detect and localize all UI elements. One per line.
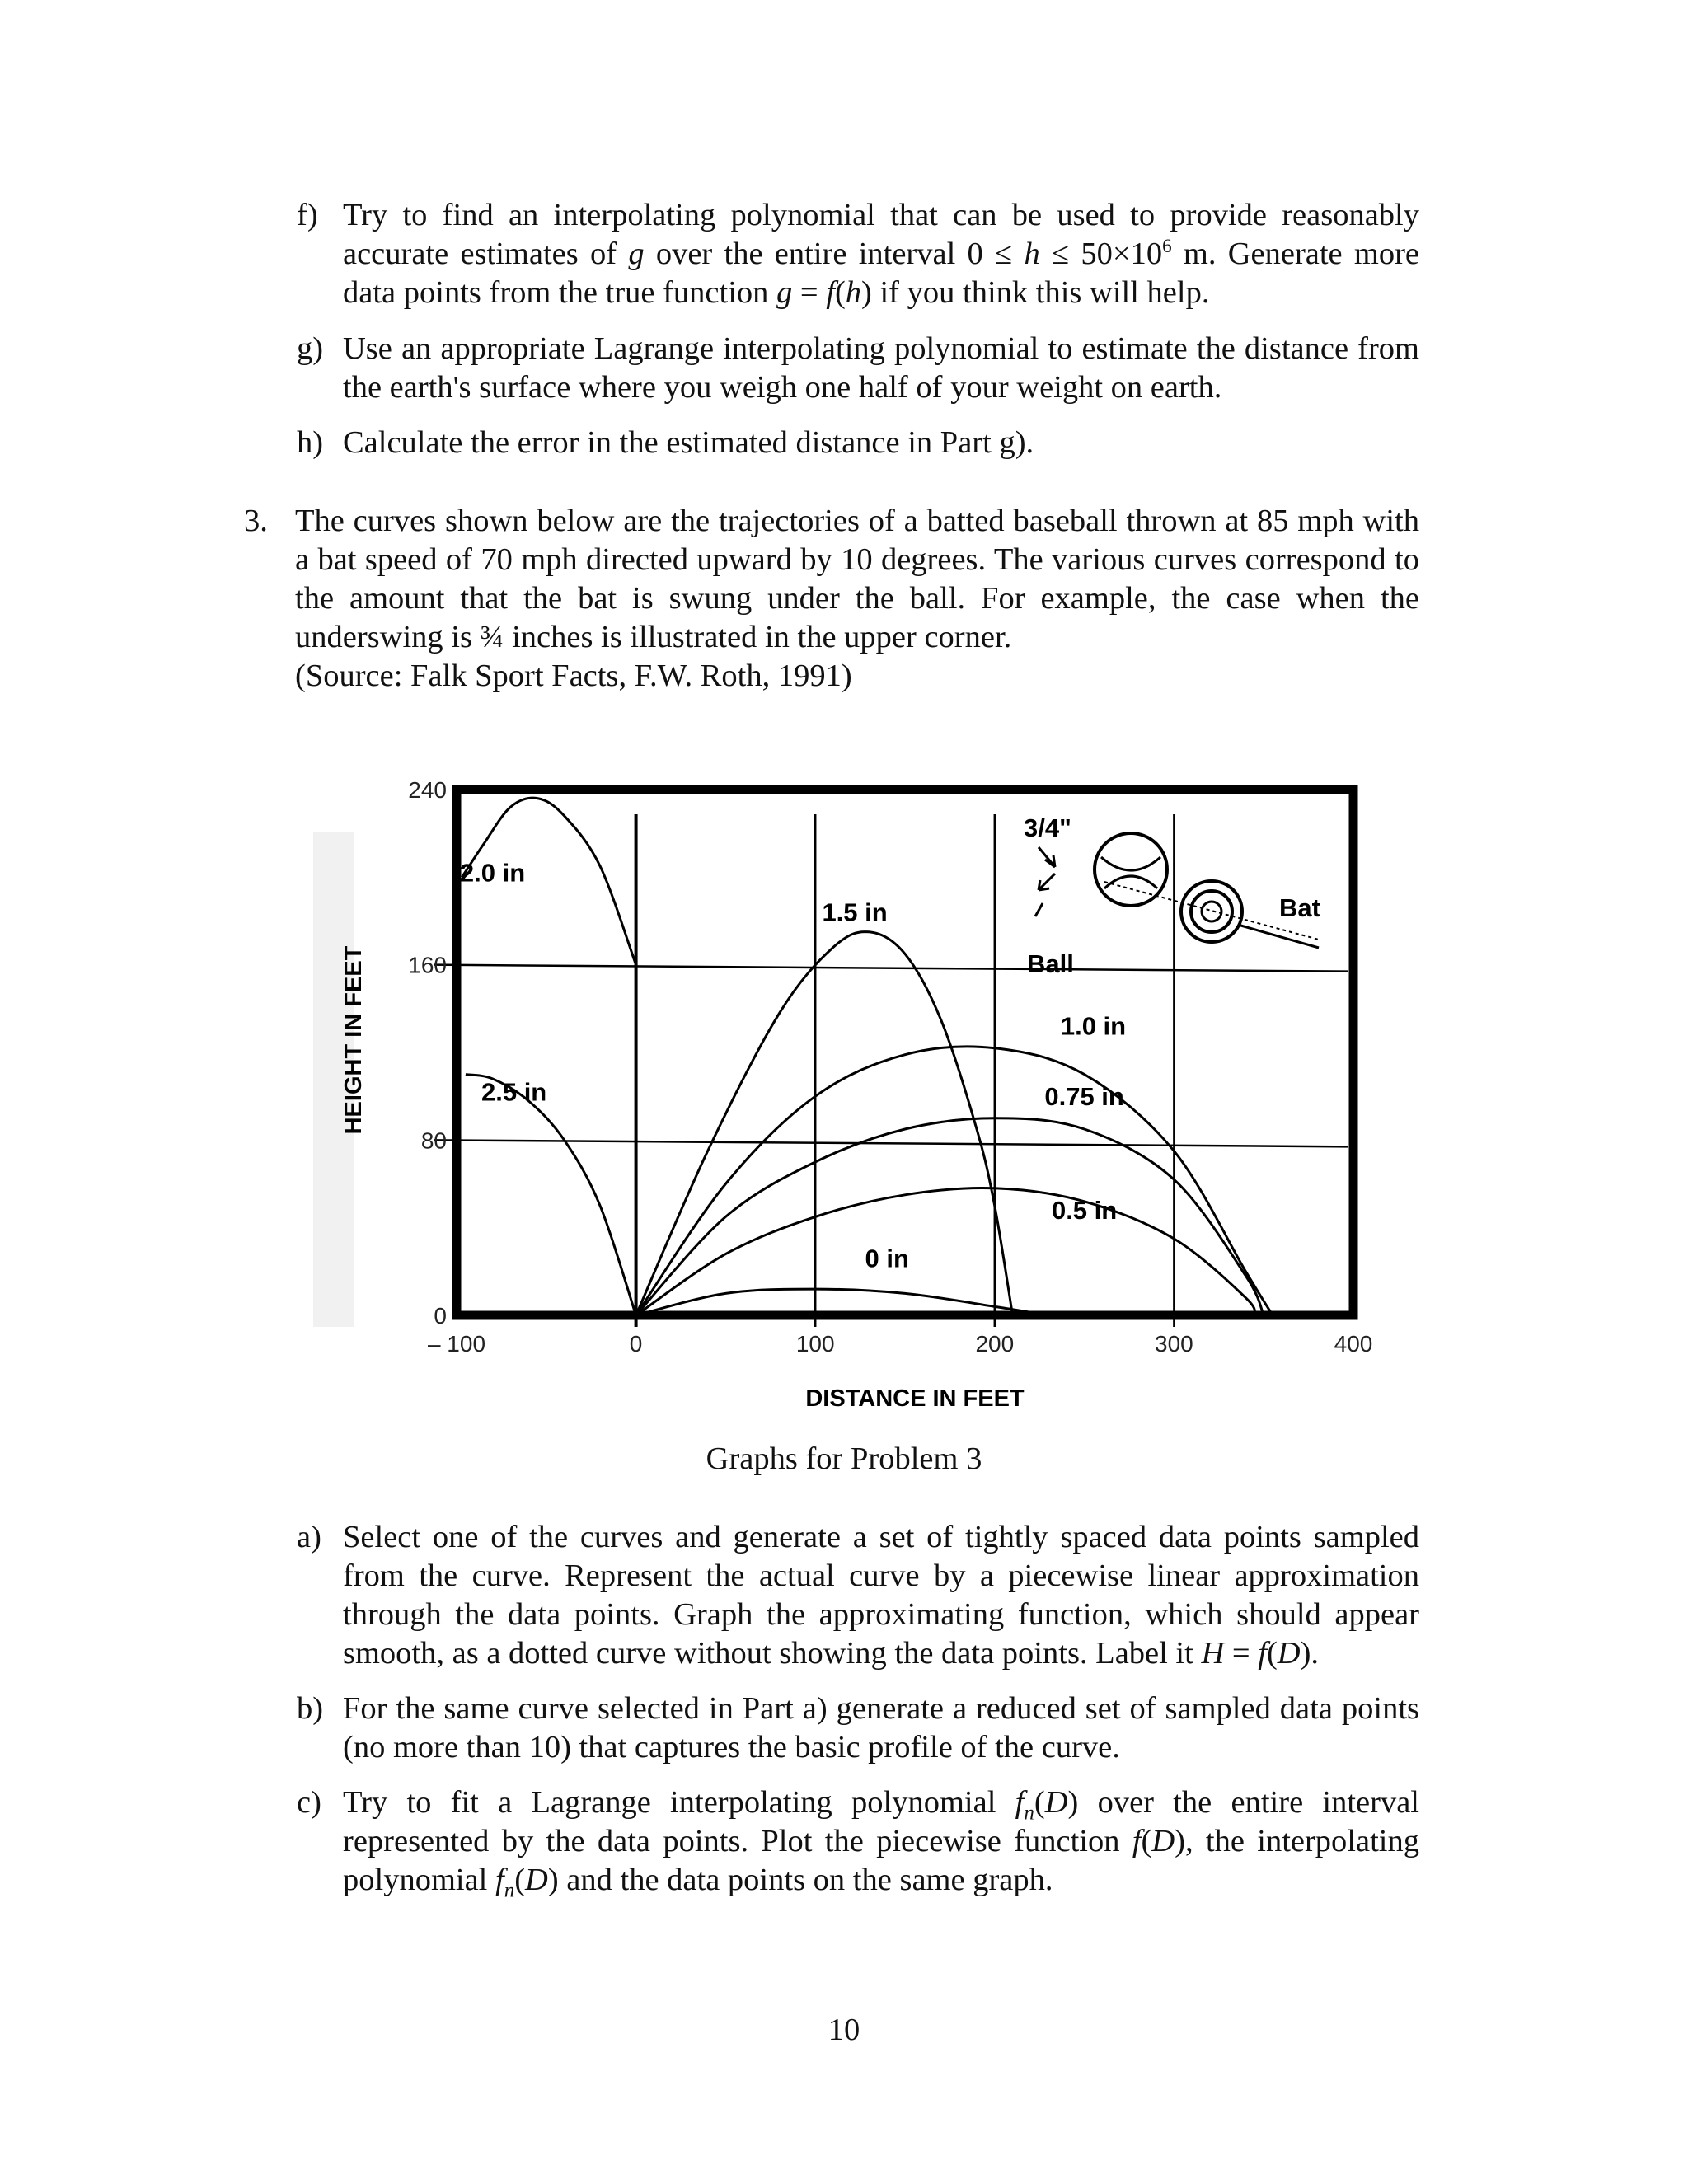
- x-tick-label: 400: [1334, 1331, 1373, 1357]
- y-tick-label: 160: [408, 952, 447, 978]
- item-label: c): [297, 1785, 321, 1820]
- problem2-item-f: [297, 196, 1419, 312]
- problem-source: (Source: Falk Sport Facts, F.W. Roth, 1991): [295, 658, 852, 693]
- x-tick-label: 200: [975, 1331, 1015, 1357]
- curve-1-5-in: [636, 932, 1013, 1315]
- problem-text: The curves shown below are the trajectories of a batted baseball thrown at 85 mph with a bat speed of 70 mph directed upward by 10 degrees. The various curves correspond to the amount that the bat is swung under the ball. For example, the case when the underswing is ¾ inches is illustrated in the upper corner.: [295, 504, 1419, 654]
- curve-label-0-in: 0 in: [865, 1244, 909, 1273]
- y-axis-label: HEIGHT IN FEET: [340, 945, 367, 1135]
- underswing-inset: [1024, 813, 1320, 978]
- item-label: a): [297, 1520, 321, 1554]
- x-tick-label: 0: [629, 1331, 643, 1357]
- item-label: g): [297, 331, 324, 366]
- item-text: Try to fit a Lagrange interpolating polynomial $f_n(D)$ over the entire interval represented by the data points. Plot the piecewise function f(D), the interpolating polynomial $f_n(D)$ and the data points on the same graph.: [343, 1785, 1419, 1902]
- curve-label-0-5-in: 0.5 in: [1051, 1196, 1118, 1226]
- y-tick-label: 0: [434, 1303, 447, 1329]
- x-tick-label: 100: [795, 1331, 835, 1357]
- gridline-y-160: [434, 965, 1348, 972]
- problem2-item-g: [297, 330, 1419, 407]
- curve-label-2-0-in: 2.0 in: [459, 858, 526, 888]
- curve-label-1-5-in: 1.5 in: [822, 898, 888, 927]
- curve-2-5-in: [466, 1075, 636, 1315]
- y-tick-label: 80: [420, 1127, 447, 1154]
- y-tick-label: 240: [408, 777, 447, 803]
- problem-number: 3.: [244, 504, 268, 538]
- problem3-item-c: [297, 1783, 1419, 1900]
- figure-caption: Graphs for Problem 3: [706, 1441, 982, 1476]
- item-text: Try to find an interpolating polynomial that can be used to provide reasonably accurate estimates of g over the entire interval $0 \le h \le 50\times 10^6$ m. Generate more data points from the true function g = f(h) if you think this will help.: [343, 198, 1420, 310]
- problem2-item-h: [297, 424, 1419, 462]
- item-text: Use an appropriate Lagrange interpolating polynomial to estimate the distance from the earth's surface where you weigh one half of your weight on earth.: [343, 331, 1419, 405]
- problem3: [244, 502, 1419, 696]
- inset-ball-label: Ball: [1027, 949, 1074, 978]
- trajectory-curves: [460, 798, 1273, 1315]
- x-tick-label: 300: [1155, 1331, 1193, 1357]
- x-axis-label: DISTANCE IN FEET: [805, 1385, 1025, 1412]
- curve-label-2-5-in: 2.5 in: [481, 1077, 547, 1107]
- curve-label-0-75-in: 0.75 in: [1044, 1081, 1124, 1111]
- item-label: f): [297, 198, 318, 232]
- curve-0-75-in: [636, 1118, 1264, 1315]
- item-text: Calculate the error in the estimated distance in Part g).: [343, 425, 1034, 460]
- item-text: Select one of the curves and generate a set of tightly spaced data points sampled from the curve. Represent the actual curve by a piecewise linear approximation through the data points. Graph the approximating function, which should appear smooth, as a dotted curve without showing the data points. Label it H = f(D).: [343, 1520, 1419, 1671]
- item-label: b): [297, 1691, 324, 1726]
- item-label: h): [297, 425, 324, 460]
- item-text: For the same curve selected in Part a) generate a reduced set of sampled data points (no more than 10) that captures the basic profile of the curve.: [343, 1691, 1419, 1765]
- page-number: 10: [828, 2013, 860, 2047]
- inset-bat-label: Bat: [1279, 893, 1320, 922]
- inset-underswing-label: 3/4": [1024, 813, 1071, 842]
- problem3-item-a: [297, 1518, 1419, 1673]
- curve-label-1-0-in: 1.0 in: [1060, 1011, 1127, 1041]
- x-tick-label: – 100: [427, 1331, 486, 1357]
- gridline-y-80: [434, 1140, 1348, 1146]
- curve-0-5-in: [636, 1188, 1255, 1315]
- trajectory-chart: [313, 775, 1385, 1426]
- problem3-item-b: [297, 1690, 1419, 1767]
